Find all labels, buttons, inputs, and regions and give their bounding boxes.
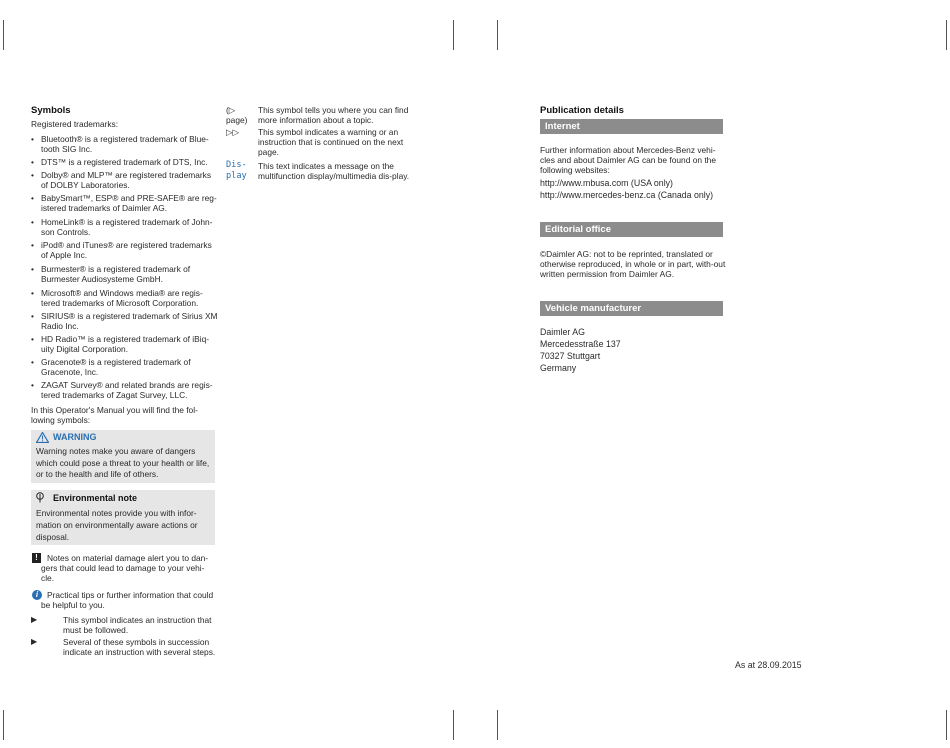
instruction-text: Several of these symbols in succession indicate an instruction with several steps. — [63, 637, 216, 658]
instruction-item — [31, 637, 216, 657]
crop-mark — [453, 710, 454, 740]
practical-tips-text: Practical tips or further information that could be helpful to you. — [41, 590, 214, 611]
internet-section-header: Internet — [540, 119, 723, 134]
instruction-item — [31, 615, 216, 635]
environmental-note-box — [31, 490, 215, 545]
vehicle-manufacturer-header: Vehicle manufacturer — [540, 301, 723, 316]
exclamation-icon: ! — [32, 553, 41, 563]
leaf-icon — [35, 492, 45, 503]
continued-text: This symbol indicates a warning or an instruction that is continued on the next page. — [258, 127, 404, 158]
environmental-note-text: Environmental notes provide you with infor-mation on environmentally aware actions or disposal. — [36, 508, 198, 542]
info-icon: i — [32, 590, 42, 600]
manufacturer-country: Germany — [540, 363, 577, 373]
crop-mark — [497, 710, 498, 740]
material-damage-note — [31, 553, 216, 584]
warning-title: WARNING — [53, 432, 97, 442]
website-canada: http://www.mercedes-benz.ca (Canada only) — [540, 190, 714, 200]
display-text: This text indicates a message on the multifunction display/multimedia dis-play. — [258, 161, 410, 182]
practical-tips-note — [31, 590, 216, 610]
warning-box — [31, 430, 215, 483]
continued-symbol: ▷▷ — [226, 127, 239, 137]
warning-triangle-icon — [36, 432, 49, 443]
internet-text: Further information about Mercedes-Benz vehi-cles and about Daimler AG can be found on the following websites: — [540, 145, 716, 176]
editorial-office-header: Editorial office — [540, 222, 723, 237]
page-reference-text: This symbol tells you where you can find more information about a topic. — [258, 105, 409, 126]
play-arrow-icon: ▶ — [31, 637, 38, 646]
material-damage-text: Notes on material damage alert you to dan-gers that could lead to damage to your vehi-cle. — [41, 553, 209, 584]
instruction-text: This symbol indicates an instruction that must be followed. — [63, 615, 212, 636]
manufacturer-name: Daimler AG — [540, 327, 585, 337]
crop-mark — [946, 20, 947, 50]
environmental-note-title: Environmental note — [53, 493, 138, 503]
page-reference-symbol: (▷ page) — [226, 105, 248, 126]
display-symbol: Dis-play — [226, 160, 247, 181]
crop-mark — [3, 710, 4, 740]
play-arrow-icon: ▶ — [31, 615, 38, 624]
publication-date: As at 28.09.2015 — [735, 660, 802, 670]
warning-text: Warning notes make you aware of dangers which could pose a threat to your health or life, or to the health and life of others. — [36, 446, 210, 480]
crop-mark — [946, 710, 947, 740]
publication-details-heading: Publication details — [540, 105, 624, 116]
website-usa: http://www.mbusa.com (USA only) — [540, 178, 673, 188]
symbols-intro: In this Operator's Manual you will find the fol-lowing symbols: — [31, 405, 198, 426]
manufacturer-street: Mercedesstraße 137 — [540, 339, 621, 349]
symbols-heading: Symbols — [31, 105, 71, 116]
crop-mark — [3, 20, 4, 50]
manufacturer-city: 70327 Stuttgart — [540, 351, 601, 361]
crop-mark — [497, 20, 498, 50]
editorial-text: ©Daimler AG: not to be reprinted, translated or otherwise reproduced, in whole or in part, with-out written permission from Daimler AG. — [540, 249, 726, 280]
crop-mark — [453, 20, 454, 50]
trademarks-intro: Registered trademarks: — [31, 119, 119, 129]
